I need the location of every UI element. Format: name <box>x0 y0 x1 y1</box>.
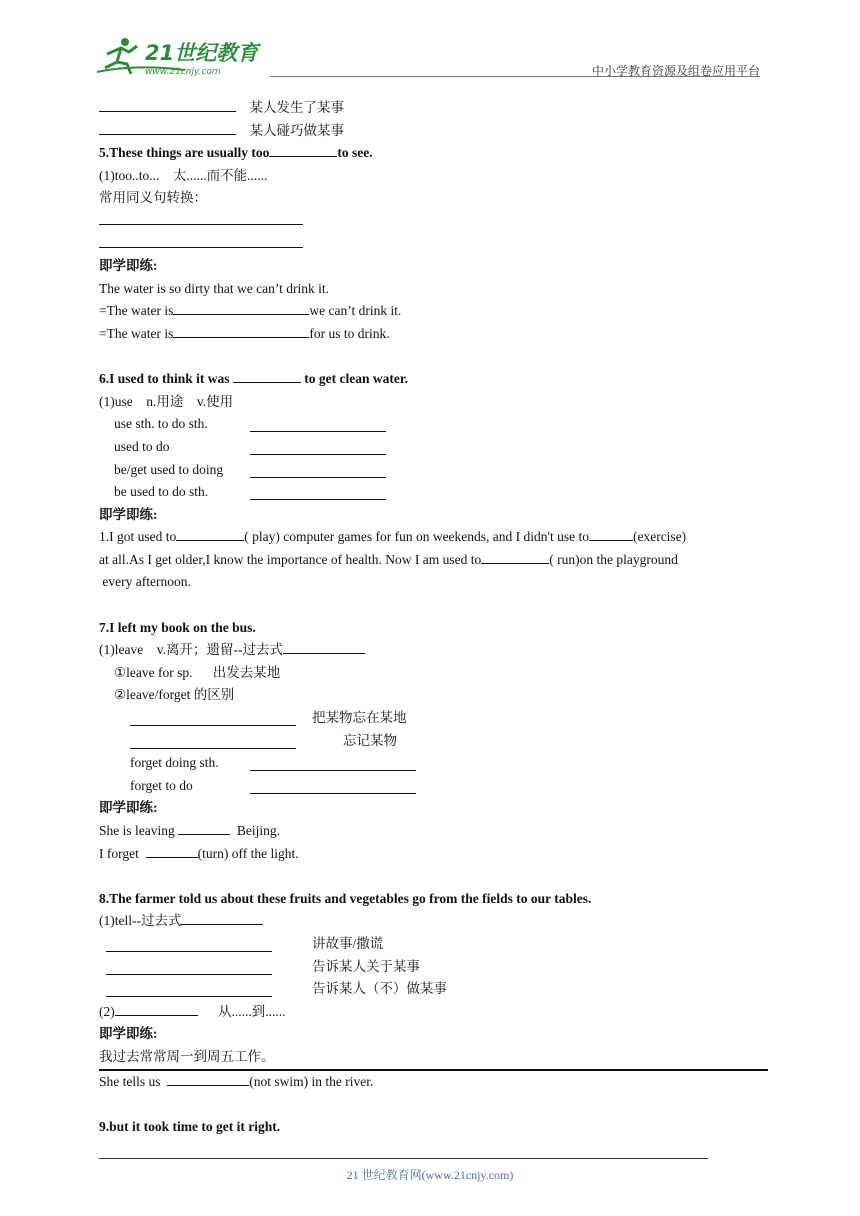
section-6-title: 6.I used to think it was to get clean water. <box>99 368 764 391</box>
text-line: (1)tell--过去式 <box>99 910 764 933</box>
blank <box>481 549 549 564</box>
footer-text[interactable]: 21 世纪教育网(www.21cnjy.com) <box>346 1168 514 1182</box>
section-5-title: 5.These things are usually too to see. <box>99 142 764 165</box>
text-line: =The water is for us to drink. <box>99 323 764 346</box>
usage-row: used to do <box>99 436 764 459</box>
answer-line <box>99 233 764 256</box>
text-line: ①leave for sp. 出发去某地 <box>114 664 281 680</box>
text-line: (2) 从......到...... <box>99 1001 764 1024</box>
blank <box>99 97 236 112</box>
blank <box>269 142 337 157</box>
usage-row: 告诉某人（不）做某事 <box>99 978 764 1001</box>
text-line: ②leave/forget 的区别 <box>114 687 235 703</box>
usage-row: use sth. to do sth. <box>99 413 764 436</box>
blank <box>99 120 236 135</box>
footer-rule <box>99 1158 708 1159</box>
text-line: (1)too..to... 太......而不能...... <box>99 167 268 183</box>
usage-row: be/get used to doing <box>99 459 764 482</box>
text-line: (1)use n.用途 v.使用 <box>99 393 234 409</box>
section-9-title: 9.but it took time to get it right. <box>99 1118 281 1134</box>
blank <box>178 820 230 835</box>
usage-row: 讲故事/撒谎 <box>99 933 764 956</box>
section-7-title: 7.I left my book on the bus. <box>99 619 256 635</box>
practice-heading: 即学即练: <box>99 506 158 522</box>
text-line: She tells us (not swim) in the river. <box>99 1071 764 1094</box>
usage-row: 告诉某人关于某事 <box>99 956 764 979</box>
page-header <box>95 34 760 78</box>
text-line: 某人碰巧做某事 <box>99 120 764 143</box>
text-line: (1)leave v.离开；遗留--过去式 <box>99 639 764 662</box>
blank <box>115 1001 198 1016</box>
usage-row: forget to do <box>99 775 764 798</box>
logo-text: 21世纪教育 <box>145 41 259 65</box>
blank <box>146 843 198 858</box>
answer-line <box>99 210 764 233</box>
logo <box>95 34 270 78</box>
practice-heading: 即学即练: <box>99 258 158 274</box>
blank <box>167 1071 249 1086</box>
text-line: at all.As I get older,I know the importance of health. Now I am used to ( run)on the playground <box>99 549 764 572</box>
text-line: 常用同义句转换： <box>99 190 207 206</box>
text-line: The water is so dirty that we can’t drink it. <box>99 280 329 296</box>
section-8-title: 8.The farmer told us about these fruits and vegetables go from the fields to our tables. <box>99 890 592 906</box>
text-line: 1.I got used to ( play) computer games for fun on weekends, and I didn't use to (exercise) <box>99 526 764 549</box>
text-line: 我过去常常周一到周五工作。 <box>99 1048 275 1064</box>
document-body <box>99 97 764 1138</box>
text-line: =The water is we can’t drink it. <box>99 300 764 323</box>
blank <box>181 910 263 925</box>
blank <box>283 639 365 654</box>
blank <box>173 323 309 338</box>
usage-row: 忘记某物 <box>99 730 764 753</box>
blank <box>589 526 633 541</box>
usage-row: forget doing sth. <box>99 752 764 775</box>
text-line: I forget (turn) off the light. <box>99 843 764 866</box>
practice-heading: 即学即练: <box>99 800 158 816</box>
header-platform-text: 中小学教育资源及组卷应用平台 <box>591 64 760 78</box>
logo-url: www.21cnjy.com <box>145 67 221 77</box>
usage-row: be used to do sth. <box>99 481 764 504</box>
blank <box>233 368 301 383</box>
text-line: 某人发生了某事 <box>99 97 764 120</box>
practice-heading: 即学即练: <box>99 1026 158 1042</box>
text-line: every afternoon. <box>99 574 191 590</box>
text-line: She is leaving Beijing. <box>99 820 764 843</box>
usage-row: 把某物忘在某地 <box>99 707 764 730</box>
blank <box>173 300 309 315</box>
blank <box>176 526 244 541</box>
